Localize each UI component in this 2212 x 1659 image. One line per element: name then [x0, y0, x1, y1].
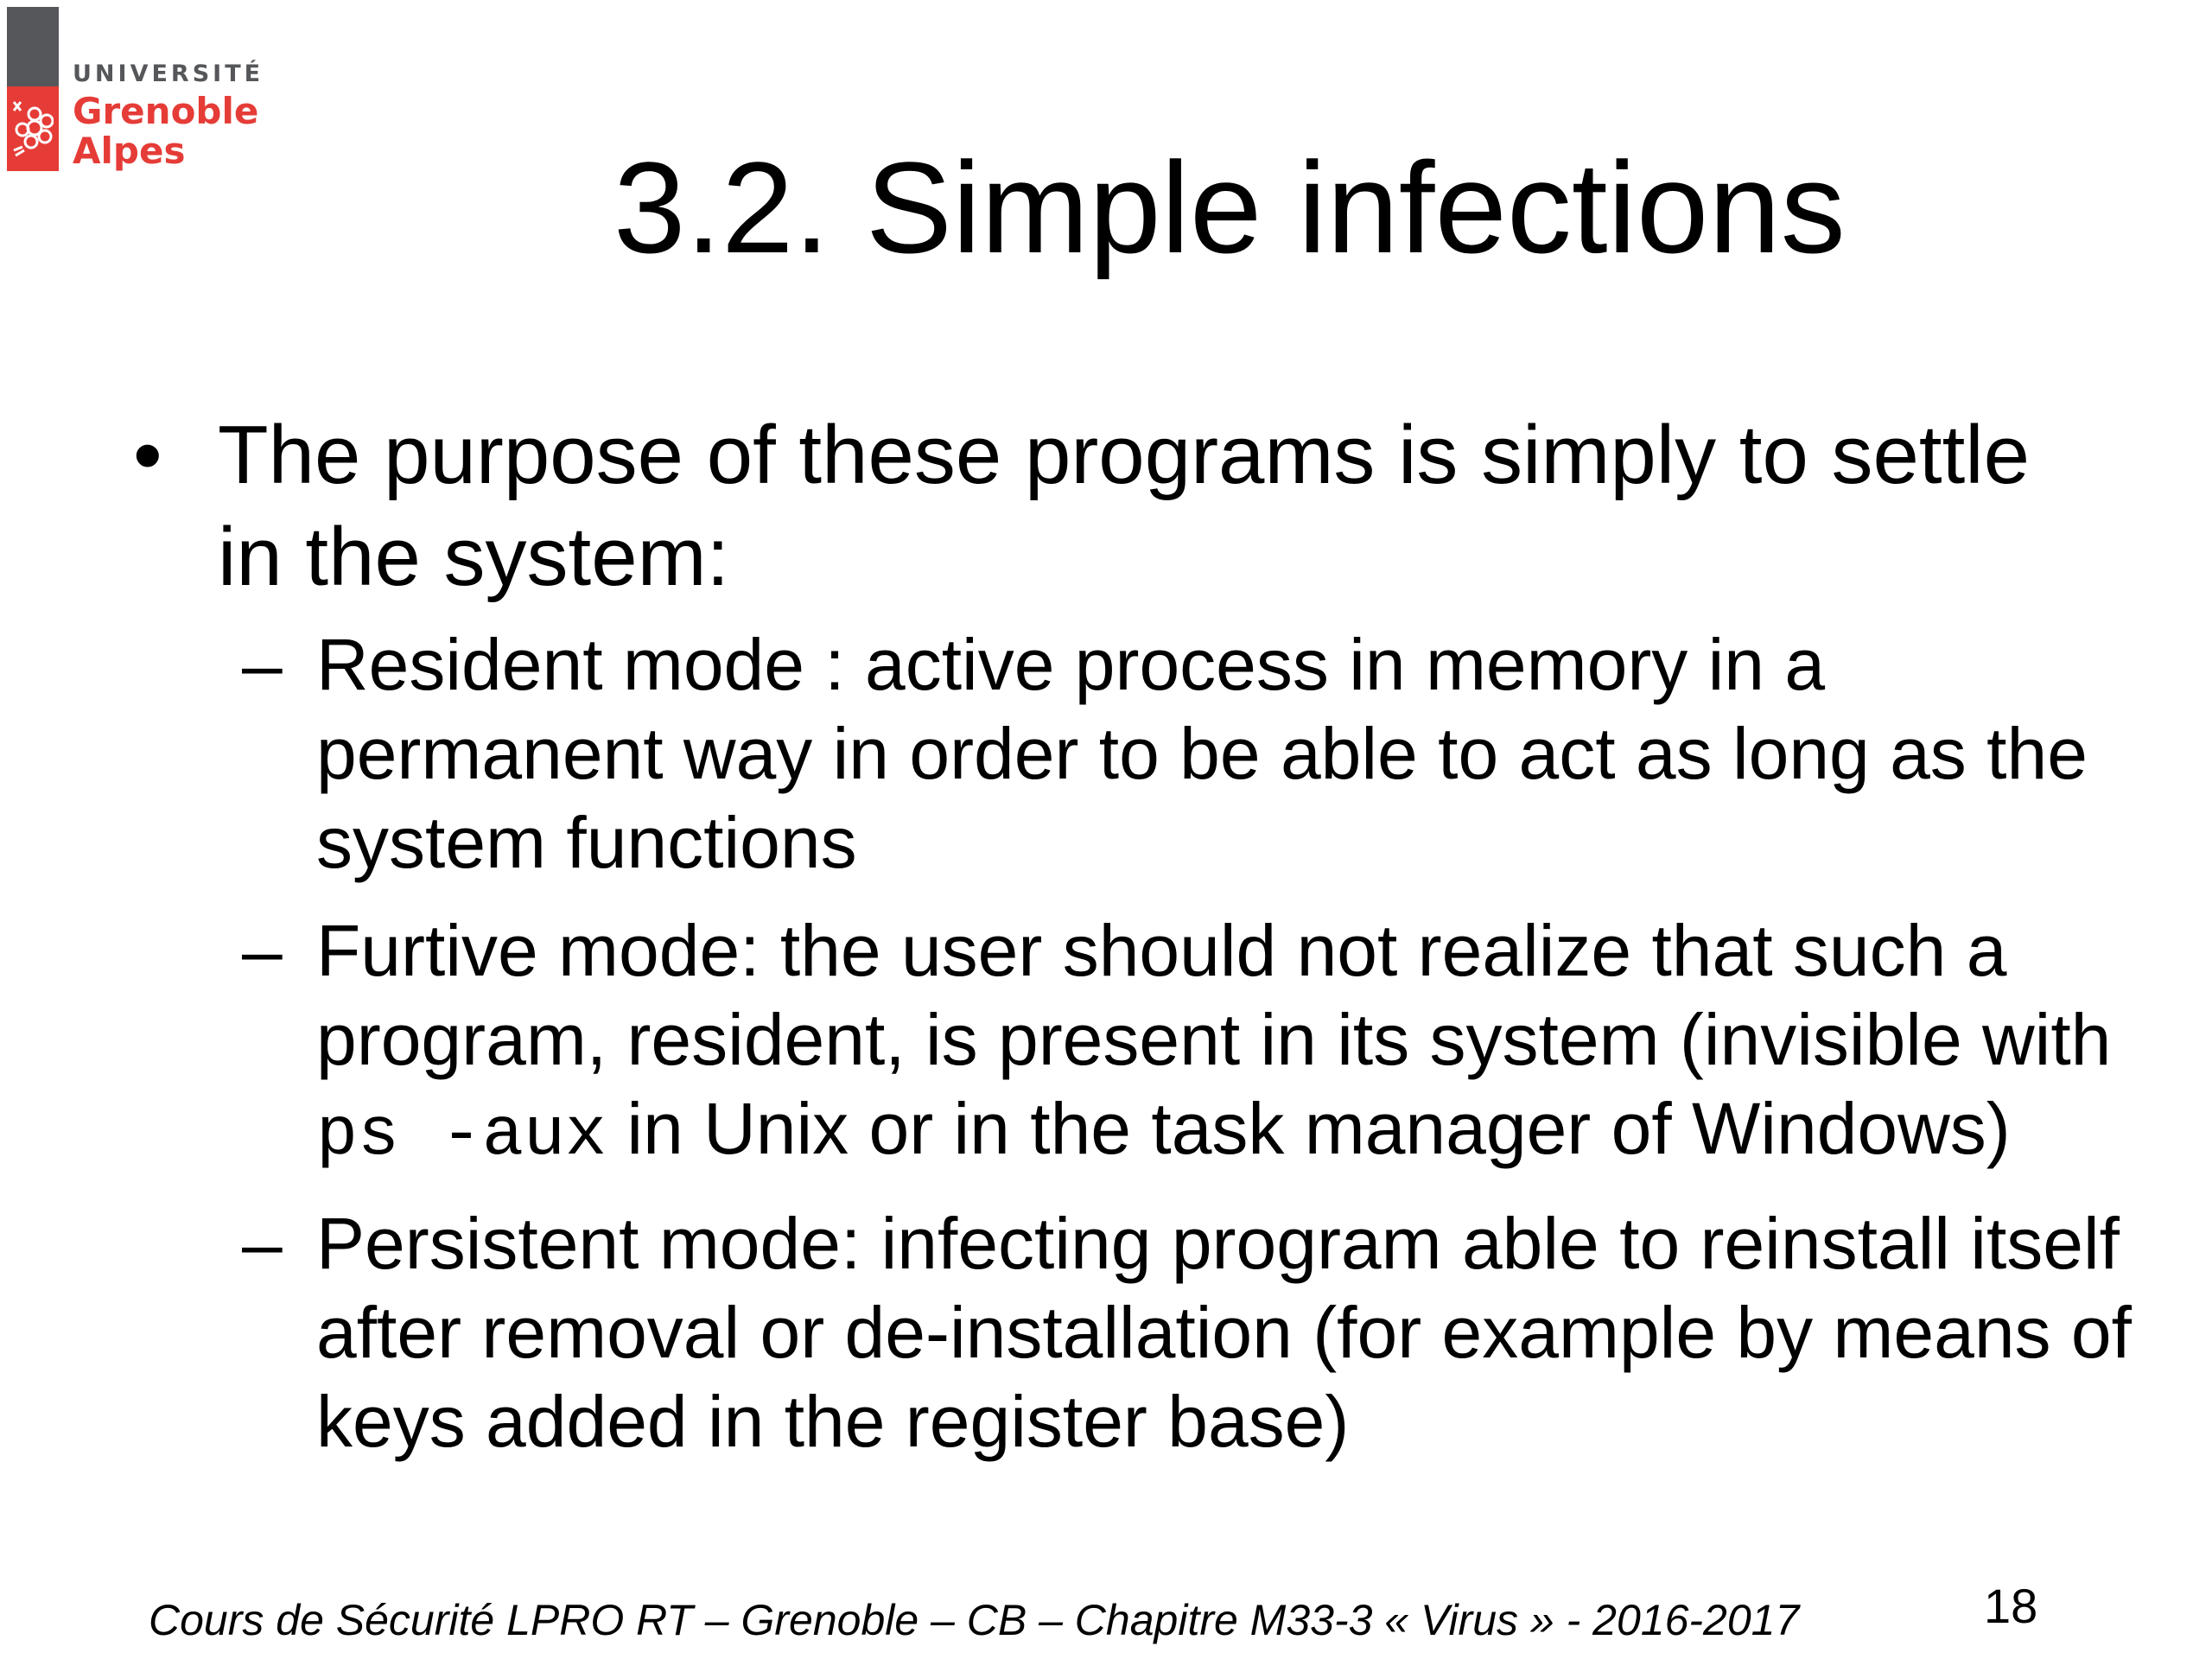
dash-marker: –	[242, 624, 283, 705]
footer-text: Cours de Sécurité LPRO RT – Grenoble – CB – Chapitre M33-3 « Virus » - 2016-2017	[149, 1596, 1800, 1644]
sub-item-resident	[121, 620, 2165, 887]
code-snippet: ps -aux	[316, 1096, 607, 1175]
slide-title: 3.2. Simple infections	[613, 135, 1846, 280]
logo-alpes: Alpes	[73, 130, 186, 172]
dash-marker: –	[242, 1203, 283, 1284]
sub-bullet-list	[121, 620, 2132, 1466]
bullet-list	[121, 404, 2132, 1485]
dash-marker: –	[242, 910, 283, 991]
university-logo	[7, 7, 266, 171]
logo-universite: UNIVERSITÉ	[73, 60, 264, 87]
bullet-text: The purpose of these programs is simply to settle in the system:	[218, 409, 2030, 603]
page-number: 18	[1984, 1579, 2038, 1633]
sub-item-text-after: in Unix or in the task manager of Windows)	[607, 1088, 2011, 1169]
logo-grenoble: Grenoble	[73, 90, 259, 132]
sub-item-text: Resident mode : active process in memory in a permanent way in order to be able to act as long as the system functions	[316, 624, 2088, 883]
logo-gray-block	[7, 7, 59, 86]
sub-item-furtive	[121, 906, 2165, 1180]
sub-item-text-before: Furtive mode: the user should not realize that such a program, resident, is present in its system (invisible with	[316, 910, 2112, 1080]
bullet-item	[121, 404, 2032, 608]
sub-item-text: Persistent mode: infecting program able to reinstall itself after removal or de-installation (for example by means of keys added in the register base)	[316, 1203, 2132, 1462]
bullet-marker: •	[133, 409, 162, 501]
sub-item-persistent	[121, 1199, 2165, 1466]
flower-icon	[12, 99, 54, 159]
logo-red-block	[7, 86, 59, 171]
